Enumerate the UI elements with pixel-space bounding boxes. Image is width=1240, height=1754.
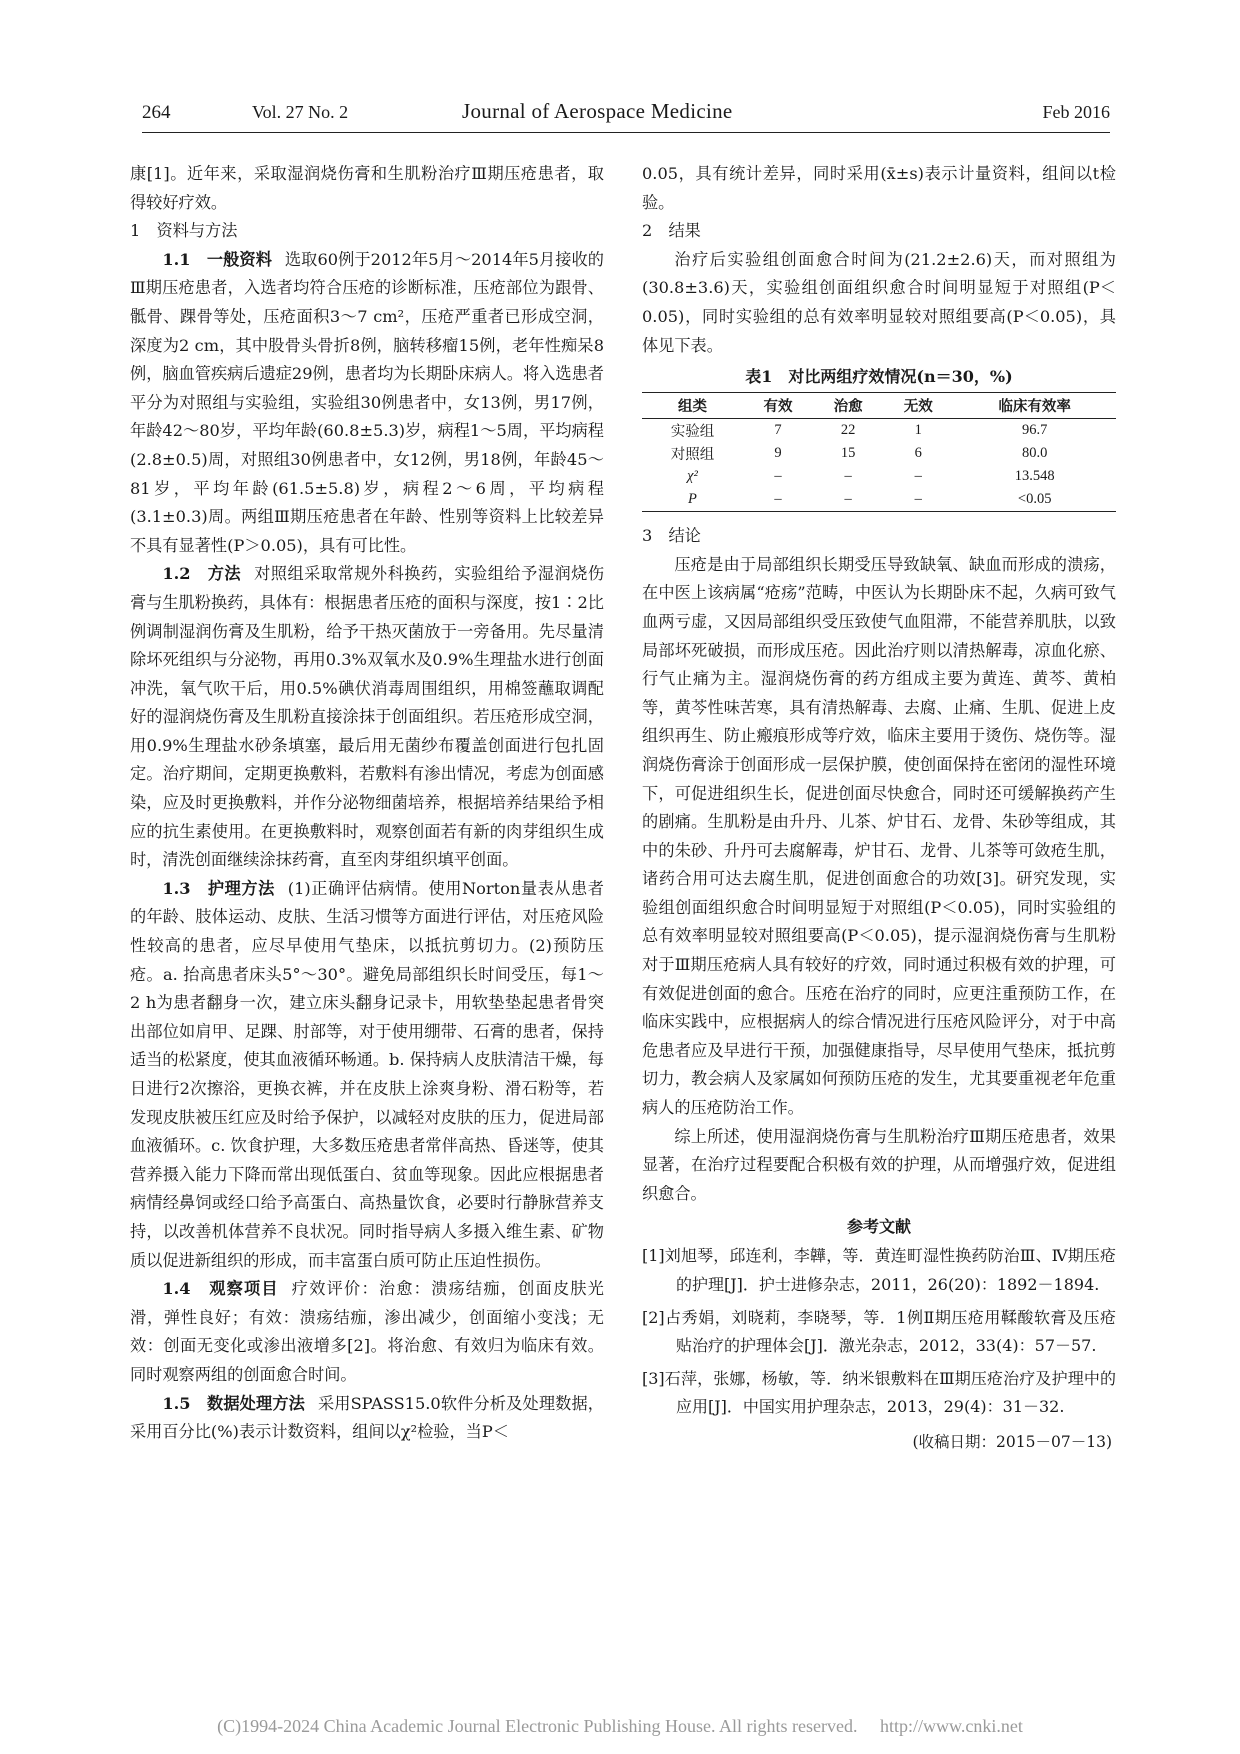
section-1-1-body: 选取60例于2012年5月～2014年5月接收的Ⅲ期压疮患者，入选者均符合压疮的诊断标准，压疮部位为跟骨、骶骨、踝骨等处，压疮面积3～7 cm²，压疮严重者已形成空洞，深度为2 cm，其中股骨头骨折8例，脑转移瘤15例，老年性痴呆8例，脑血管疾病后遗症29例，患者均为长期卧床病人。将入选患者平分为对照组与实验组，实验组30例患者中，女13例，男17例，年龄42～80岁，平均年龄(60.8±5.3)岁，病程1～5周，平均病程(2.8±0.5)周，对照组30例患者中，女12例，男18例，年龄45～81岁，平均年龄(61.5±5.8)岁，病程2～6周，平均病程(3.1±0.3)周。两组Ⅲ期压疮患者在年龄、性别等资料上比较差异不具有显著性(P＞0.05)，具有可比性。 bbox=[130, 249, 604, 555]
section-1-1-heading: 1.1 一般资料 bbox=[162, 249, 272, 269]
table-cell: 实验组 bbox=[670, 424, 715, 441]
section-1-1 bbox=[130, 246, 604, 561]
page-number: 264 bbox=[142, 102, 171, 123]
table-row bbox=[642, 465, 1116, 488]
section-1-2-body: 对照组采取常规外科换药，实验组给予湿润烧伤膏与生肌粉换药，具体有：根据患者压疮的面积与深度，按1∶2比例调制湿润伤膏及生肌粉，给予干热灭菌放于一旁备用。先尽量清除坏死组织与分泌物，再用0.3%双氧水及0.9%生理盐水进行创面冲洗，氧气吹干后，用0.5%碘伏消毒周围组织，用棉签蘸取调配好的湿润烧伤膏及生肌粉直接涂抹于创面组织。若压疮形成空洞，用0.9%生理盐水砂条填塞，最后用无菌纱布覆盖创面进行包扎固定。治疗期间，定期更换敷料，若敷料有渗出情况，考虑为创面感染，应及时更换敷料，并作分泌物细菌培养，根据培养结果给予相应的抗生素使用。在更换敷料时，观察创面若有新的肉芽组织生成时，清洗创面继续涂抹药膏，直至肉芽组织填平创面。 bbox=[130, 564, 604, 870]
col-header-effective: 有效 bbox=[763, 398, 793, 416]
section-1-2-heading: 1.2 方法 bbox=[162, 564, 242, 584]
table-cell: – bbox=[844, 468, 852, 485]
left-column bbox=[130, 160, 604, 1480]
section-1-5-heading: 1.5 数据处理方法 bbox=[162, 1393, 305, 1413]
section-heading-methods: 1 资料与方法 bbox=[130, 221, 238, 241]
table-cell: P bbox=[688, 491, 697, 508]
table-cell: – bbox=[774, 491, 782, 508]
table-cell: 6 bbox=[914, 445, 922, 462]
reference-item: [2]占秀娟，刘晓莉，李晓琴，等．1例Ⅱ期压疮用鞣酸软膏及压疮贴治疗的护理体会[J]．激光杂志，2012，33(4)：57－57. bbox=[642, 1307, 1116, 1356]
col-header-group: 组类 bbox=[677, 398, 707, 416]
table-cell: – bbox=[774, 468, 782, 485]
table-cell: 9 bbox=[774, 445, 782, 462]
section-1-4-body: 疗效评价：治愈：溃疡结痂，创面皮肤光滑，弹性良好；有效：溃疡结痂，渗出减少，创面缩小变浅；无效：创面无变化或渗出液增多[2]。将治愈、有效归为临床有效。同时观察两组的创面愈合时间。 bbox=[130, 1279, 604, 1384]
section-1-3 bbox=[130, 875, 604, 1275]
section-1-5 bbox=[130, 1390, 604, 1447]
cnki-link[interactable]: http://www.cnki.net bbox=[880, 1716, 1023, 1736]
section-1-3-body: (1)正确评估病情。使用Norton量表从患者的年龄、肢体运动、皮肤、生活习惯等方面进行评估，对压疮风险性较高的患者，应尽早使用气垫床，以抵抗剪切力。(2)预防压疮。a. 抬高患者床头5°～30°。避免局部组织长时间受压，每1～2 h为患者翻身一次，建立床头翻身记录卡，用软垫垫起患者骨突出部位如肩甲、足踝、肘部等，对于使用绷带、石膏的患者，保持适当的松紧度，使其血液循环畅通。b. 保持病人皮肤清洁干燥，每日进行2次擦浴，更换衣裤，并在皮肤上涂爽身粉、滑石粉等，若发现皮肤被压红应及时给予保护，以减轻对皮肤的压力，促进局部血液循环。c. 饮食护理，大多数压疮患者常伴高热、昏迷等，使其营养摄入能力下降而常出现低蛋白、贫血等现象。因此应根据患者病情经鼻饲或经口给予高蛋白、高热量饮食，必要时行静脉营养支持，以改善机体营养不良状况。同时指导病人多摄入维生素、矿物质以促进新组织的形成，而丰富蛋白质可防止压迫性损伤。 bbox=[130, 878, 604, 1270]
references-title: 参考文献 bbox=[846, 1217, 911, 1237]
reference-item: [3]石萍，张娜，杨敏，等．纳米银敷料在Ⅲ期压疮治疗及护理中的应用[J]．中国实用护理杂志，2013，29(4)：31－32. bbox=[642, 1368, 1116, 1417]
issue-date: Feb 2016 bbox=[1042, 102, 1110, 122]
table-caption: 表1 对比两组疗效情况(n＝30，%) bbox=[745, 367, 1013, 387]
table-cell: <0.05 bbox=[1017, 491, 1052, 508]
table-cell: 15 bbox=[840, 445, 856, 462]
section-1-4-heading: 1.4 观察项目 bbox=[162, 1279, 279, 1299]
copyright-footer bbox=[0, 1716, 1240, 1737]
journal-title: Journal of Aerospace Medicine bbox=[462, 99, 733, 123]
conclusion-paragraph: 压疮是由于局部组织长期受压导致缺氧、缺血而形成的溃疡，在中医上该病属“疮疡”范畴，中医认为长期卧床不起，久病可致气血两亏虚，又因局部组织受压致使气血阻滞，不能营养肌肤，以致局部坏死破损，而形成压疮。因此治疗则以清热解毒，凉血化瘀、行气止痛为主。湿润烧伤膏的药方组成主要为黄连、黄芩、黄柏等，黄芩性味苦寒，具有清热解毒、去腐、止痛、生肌、促进上皮组织再生、防止瘢痕形成等疗效，临床主要用于烫伤、烧伤等。湿润烧伤膏涂于创面形成一层保护膜，使创面保持在密闭的湿性环境下，可促进组织生长，促进创面尽快愈合，同时还可缓解换药产生的剧痛。生肌粉是由升丹、儿茶、炉甘石、龙骨、朱砂等组成，其中的朱砂、升丹可去腐解毒，炉甘石、龙骨、儿茶等可敛疮生肌，诸药合用可达去腐生肌，促进创面愈合的功效[3]。研究发现，实验组创面组织愈合时间明显短于对照组(P＜0.05)，同时实验组的总有效率明显较对照组要高(P＜0.05)，提示湿润烧伤膏与生肌粉对于Ⅲ期压疮病人具有较好的疗效，同时通过积极有效的护理，可有效促进创面的愈合。压疮在治疗的同时，应更注重预防工作，在临床实践中，应根据病人的综合情况进行压疮风险评分，对于中高危患者应及早进行干预，加强健康指导，尽早使用气垫床，抵抗剪切力，教会病人及家属如何预防压疮的发生，尤其要重视老年危重病人的压疮防治工作。 bbox=[642, 554, 1116, 1118]
table-cell: 96.7 bbox=[1022, 422, 1048, 439]
section-1-3-heading: 1.3 护理方法 bbox=[162, 878, 275, 898]
volume-issue: Vol. 27 No. 2 bbox=[252, 102, 349, 122]
table-cell: 13.548 bbox=[1014, 468, 1055, 485]
table-row bbox=[642, 488, 1116, 512]
efficacy-table bbox=[642, 392, 1116, 512]
running-header bbox=[142, 98, 1110, 133]
col-header-rate: 临床有效率 bbox=[998, 398, 1071, 416]
stats-continuation: 0.05，具有统计差异，同时采用(x̄±s)表示计量资料，组间以t检验。 bbox=[642, 164, 1116, 212]
results-paragraph: 治疗后实验组创面愈合时间为(21.2±2.6)天，而对照组为(30.8±3.6)天，实验组创面组织愈合时间明显短于对照组(P＜0.05)，同时实验组的总有效率明显较对照组要高(P＜0.05)，具体见下表。 bbox=[642, 249, 1116, 355]
table-cell: χ² bbox=[687, 468, 698, 485]
table-cell: 22 bbox=[840, 422, 856, 439]
table-row bbox=[642, 419, 1116, 443]
received-date: (收稿日期：2015－07－13) bbox=[912, 1432, 1112, 1451]
copyright-text: (C)1994-2024 China Academic Journal Electronic Publishing House. All rights reserved. bbox=[217, 1716, 858, 1736]
intro-paragraph: 康[1]。近年来，采取湿润烧伤膏和生肌粉治疗Ⅲ期压疮患者，取得较好疗效。 bbox=[130, 164, 604, 212]
table-row bbox=[642, 442, 1116, 465]
table-cell: 7 bbox=[774, 422, 782, 439]
summary-paragraph: 综上所述，使用湿润烧伤膏与生肌粉治疗Ⅲ期压疮患者，效果显著，在治疗过程要配合积极有效的护理，从而增强疗效，促进组织愈合。 bbox=[642, 1126, 1116, 1203]
table-cell: – bbox=[914, 468, 922, 485]
section-1-4 bbox=[130, 1275, 604, 1389]
section-heading-conclusion: 3 结论 bbox=[642, 526, 701, 546]
col-header-cured: 治愈 bbox=[833, 398, 863, 416]
section-1-2 bbox=[130, 560, 604, 875]
section-1-5-body: 采用SPASS15.0软件分析及处理数据，采用百分比(%)表示计数资料，组间以χ²检验，当P＜ bbox=[130, 1393, 604, 1442]
section-heading-results: 2 结果 bbox=[642, 221, 701, 241]
col-header-ineffective: 无效 bbox=[903, 398, 933, 416]
table-cell: 1 bbox=[914, 422, 922, 439]
table-cell: 对照组 bbox=[670, 447, 715, 464]
right-column bbox=[642, 160, 1116, 1480]
reference-item: [1]刘旭琴，邱连利，李韡，等．黄连町湿性换药防治Ⅲ、Ⅳ期压疮的护理[J]．护士进修杂志，2011，26(20)：1892－1894. bbox=[642, 1246, 1116, 1294]
table-cell: – bbox=[914, 491, 922, 508]
table-header-row bbox=[642, 393, 1116, 419]
table-cell: 80.0 bbox=[1022, 445, 1048, 462]
table-cell: – bbox=[844, 491, 852, 508]
